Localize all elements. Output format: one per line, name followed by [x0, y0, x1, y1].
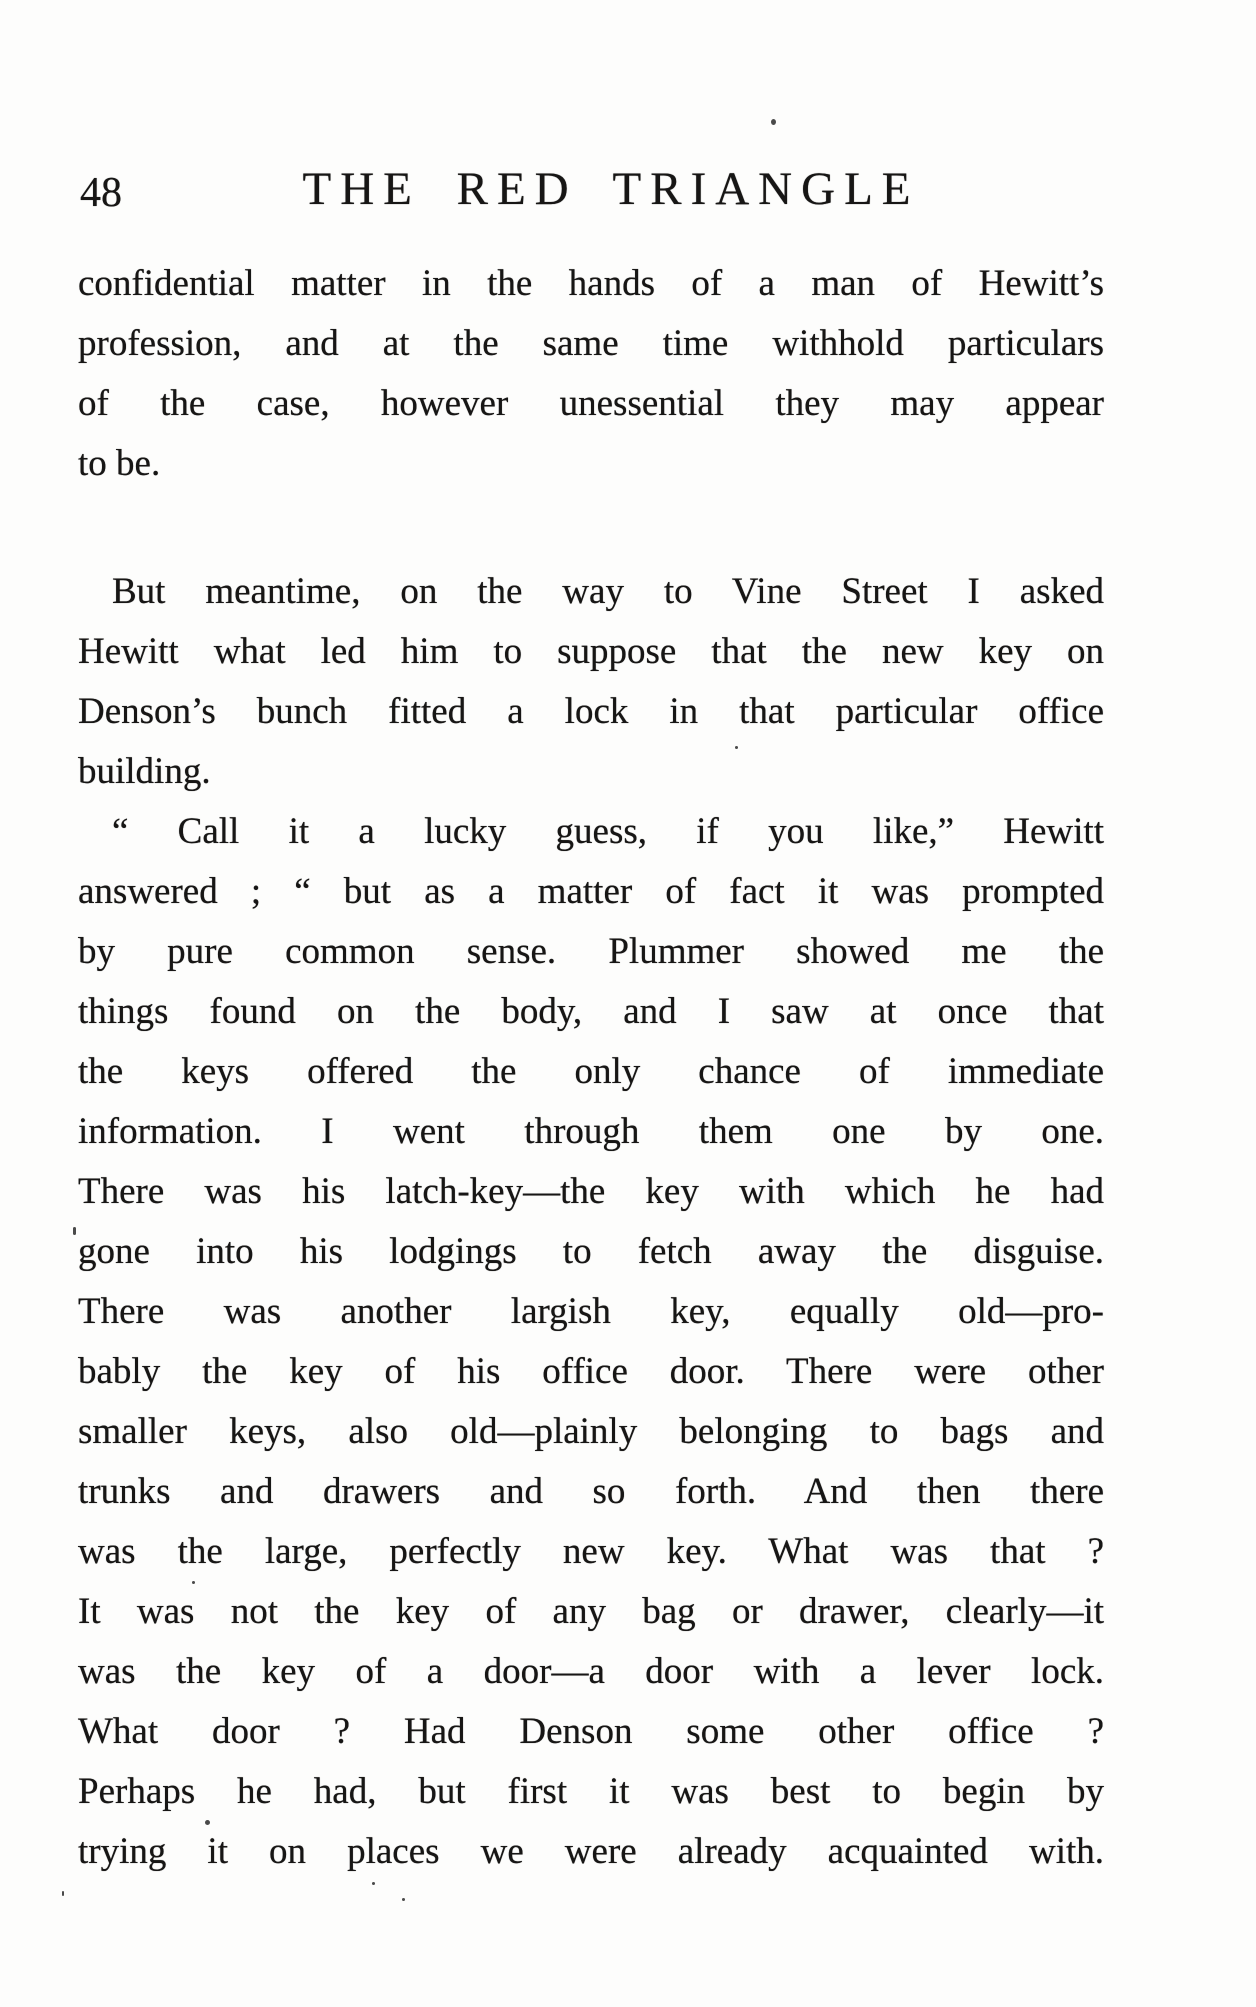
- scan-speck: [192, 1581, 195, 1584]
- text-line: of the case, however unessential they may appear: [78, 383, 1104, 424]
- text-line: But meantime, on the way to Vine Street I asked: [112, 571, 1104, 612]
- page-text: [78, 254, 1104, 1882]
- text-line: smaller keys, also old—plainly belonging to bags and: [78, 1411, 1104, 1452]
- text-line: was the key of a door—a door with a lever lock.: [78, 1651, 1104, 1692]
- text-line: “ Call it a lucky guess, if you like,” Hewitt: [112, 811, 1104, 852]
- text-line: answered ; “ but as a matter of fact it was prompted: [78, 871, 1104, 912]
- text-line: things found on the body, and I saw at once that: [78, 991, 1104, 1032]
- text-line: What door ? Had Denson some other office ?: [78, 1711, 1104, 1752]
- text-line: profession, and at the same time withhold particulars: [78, 323, 1104, 364]
- paragraph: [78, 254, 1104, 494]
- text-line: Hewitt what led him to suppose that the new key on: [78, 631, 1104, 672]
- text-line: confidential matter in the hands of a man of Hewitt’s: [78, 263, 1104, 304]
- scan-speck: [205, 1820, 210, 1825]
- text-line: trying it on places we were already acquainted with.: [78, 1831, 1104, 1872]
- page-title: THE RED TRIANGLE: [302, 163, 920, 215]
- text-line: Perhaps he had, but first it was best to begin by: [78, 1771, 1104, 1812]
- scan-speck: [62, 1891, 64, 1896]
- scan-speck: [73, 1227, 76, 1235]
- text-line: to be.: [78, 443, 161, 484]
- scan-speck: [402, 1898, 405, 1901]
- text-line: building.: [78, 751, 211, 792]
- text-line: It was not the key of any bag or drawer, clearly—it: [78, 1591, 1104, 1632]
- scan-speck: [372, 1882, 375, 1885]
- scan-speck: [771, 119, 776, 125]
- text-line: trunks and drawers and so forth. And then there: [78, 1471, 1104, 1512]
- text-line: gone into his lodgings to fetch away the disguise.: [78, 1231, 1104, 1272]
- text-line: There was his latch-key—the key with which he had: [78, 1171, 1104, 1212]
- page-number: 48: [80, 170, 122, 216]
- text-line: There was another largish key, equally old—pro-: [78, 1291, 1104, 1332]
- text-line: the keys offered the only chance of immediate: [78, 1051, 1104, 1092]
- paragraph: [78, 562, 1104, 802]
- text-line: bably the key of his office door. There were other: [78, 1351, 1104, 1392]
- scan-speck: [735, 746, 738, 749]
- text-line: information. I went through them one by one.: [78, 1111, 1104, 1152]
- text-line: Denson’s bunch fitted a lock in that particular office: [78, 691, 1104, 732]
- paragraph: [78, 802, 1104, 1882]
- text-line: was the large, perfectly new key. What was that ?: [78, 1531, 1104, 1572]
- text-line: by pure common sense. Plummer showed me the: [78, 931, 1104, 972]
